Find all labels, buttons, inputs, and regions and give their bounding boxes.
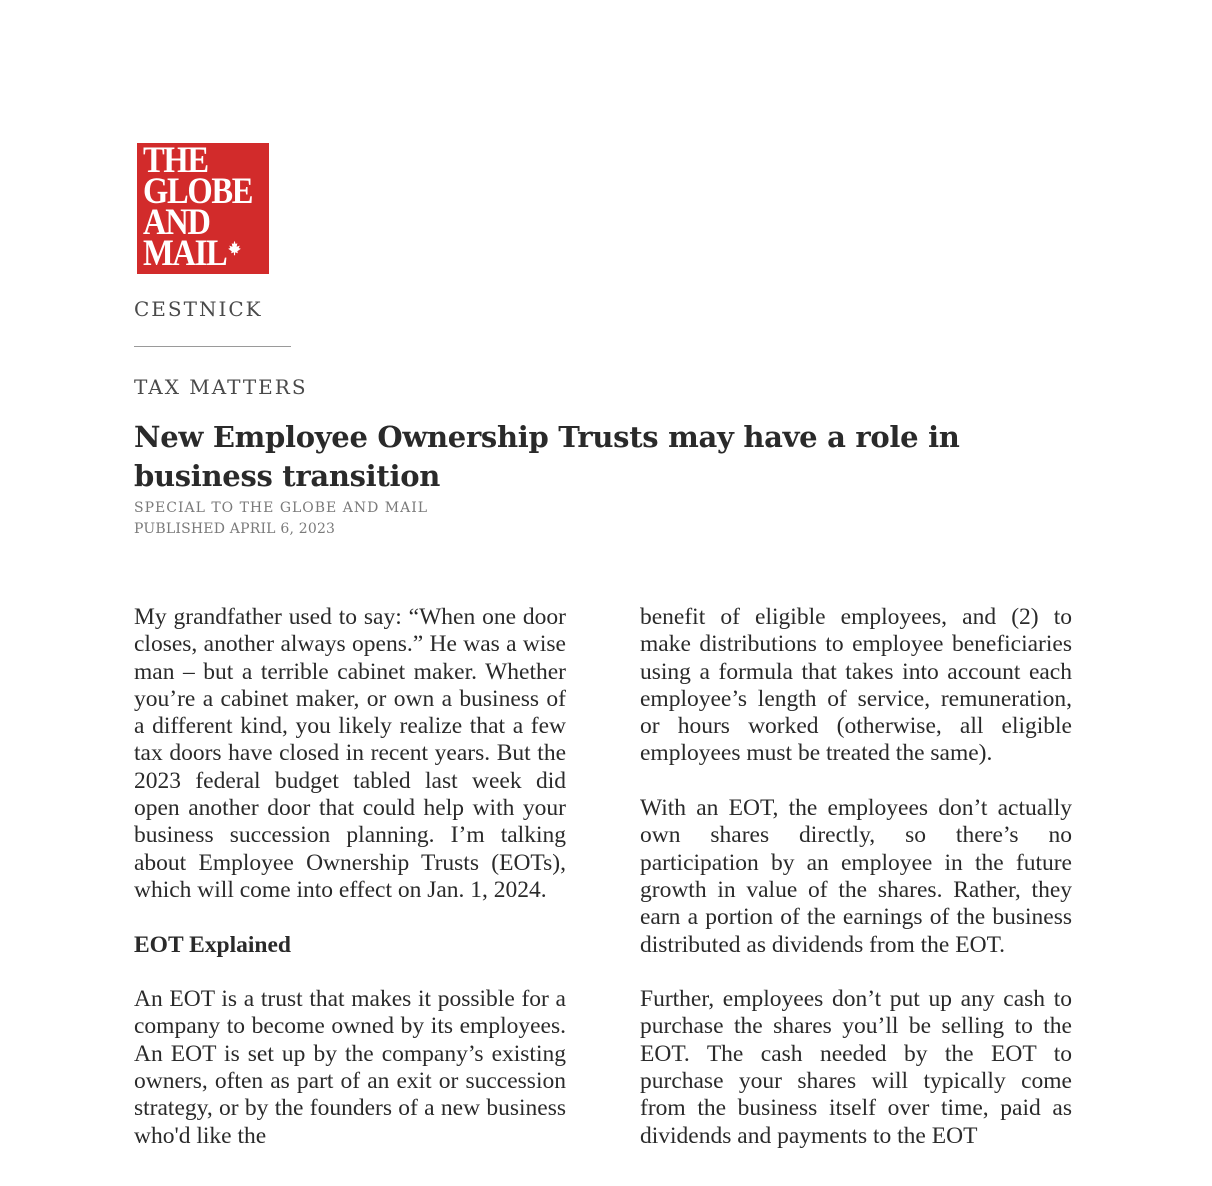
logo-line-2: GLOBE: [143, 171, 253, 212]
logo-line-4-wrap: [143, 233, 254, 274]
logo-line-1: THE: [143, 143, 208, 181]
body-paragraph: benefit of eligible employees, and (2) to make distributions to employee beneficiaries using a formula that takes into account each employee’s length of service, remuneration, or hours worked (otherwise, all eligible employees must be treated the same).: [640, 604, 1072, 767]
body-paragraph: With an EOT, the employees don’t actually own shares directly, so there’s no participation by an employee in the future growth in value of the shares. Rather, they earn a portion of the earnings of the business distributed as dividends from the EOT.: [640, 795, 1072, 958]
left-column: [134, 604, 566, 1177]
right-column: [640, 604, 1072, 1177]
globe-and-mail-logo: [137, 143, 269, 274]
section-kicker: TAX MATTERS: [134, 375, 308, 399]
logo-line-3: AND: [143, 202, 210, 243]
logo-line-4: MAIL: [143, 233, 227, 274]
section-heading: EOT Explained: [134, 931, 291, 958]
author-kicker: CESTNICK: [134, 297, 263, 321]
kicker-divider: [134, 346, 291, 347]
maple-leaf-icon: [227, 240, 241, 256]
body-paragraph: My grandfather used to say: “When one door closes, another always opens.” He was a wise man – but a terrible cabinet maker. Whether you’re a cabinet maker, or own a business of a different kind, you likely realize that a few tax doors have closed in recent years. But the 2023 federal budget tabled last week did open another door that could help with your business succession planning. I’m talking about Employee Ownership Trusts (EOTs), which will come into effect on Jan. 1, 2024.: [134, 604, 566, 903]
body-paragraph: An EOT is a trust that makes it possible for a company to become owned by its employees. An EOT is set up by the company’s existing owners, often as part of an exit or succession strategy, or by the founders of a new business who'd like the: [134, 986, 566, 1149]
published-date: PUBLISHED APRIL 6, 2023: [134, 521, 336, 537]
article-headline: New Employee Ownership Trusts may have a role in business transition: [134, 420, 960, 493]
body-paragraph: Further, employees don’t put up any cash to purchase the shares you’ll be selling to the EOT. The cash needed by the EOT to purchase your shares will typically come from the business itself over time, paid as dividends and payments to the EOT: [640, 986, 1072, 1149]
byline: SPECIAL TO THE GLOBE AND MAIL: [134, 500, 429, 516]
